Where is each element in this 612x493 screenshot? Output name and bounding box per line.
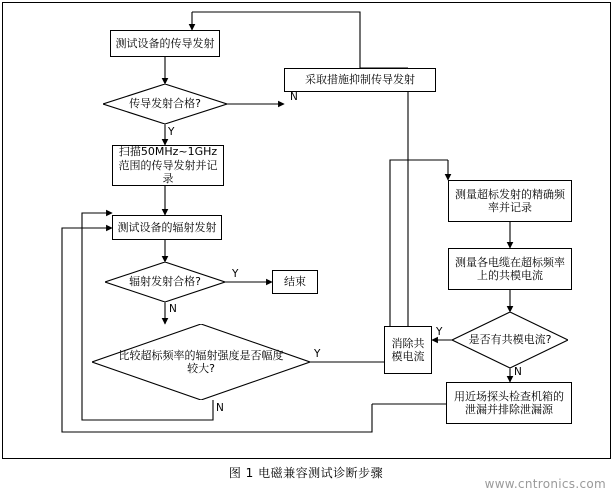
watermark: www.cntronics.com (484, 477, 606, 491)
node-measure-exceed-frequency (448, 180, 572, 222)
edge-label-conducted-yes: Y (168, 126, 175, 138)
edge-label-common-mode-yes: Y (436, 326, 443, 338)
decision-label: 比较超标频率的辐射强度是否幅度较大? (118, 348, 284, 375)
decision-label: 传导发射合格? (129, 97, 201, 111)
node-label: 测试设备的辐射发射 (117, 220, 217, 234)
decision-common-mode-current (452, 312, 568, 368)
node-label: 测量各电缆在超标频率上的共模电流 (455, 255, 565, 282)
edge-label-common-mode-no: N (514, 366, 522, 378)
node-label: 测量超标发射的精确频率并记录 (455, 187, 565, 214)
decision-label: 是否有共模电流? (468, 333, 552, 347)
decision-label: 辐射发射合格? (129, 275, 201, 289)
edge-label-amplitude-yes: Y (314, 348, 321, 360)
decision-amplitude-large (92, 324, 310, 400)
figure-caption: 图 1 电磁兼容测试诊断步骤 (228, 466, 384, 480)
node-suppress-conducted-emission (284, 68, 436, 92)
node-label: 测试设备的传导发射 (115, 36, 215, 50)
edge-label-conducted-no: N (290, 91, 298, 103)
node-label: 采取措施抑制传导发射 (305, 73, 415, 87)
edge-label-amplitude-no: N (216, 402, 224, 414)
node-radiated-emission-test (112, 215, 222, 240)
node-measure-common-mode-current (448, 248, 572, 290)
node-near-field-probe-check (446, 382, 572, 424)
node-end (272, 270, 318, 294)
node-label: 结束 (284, 275, 306, 289)
decision-conducted-emission-pass (103, 84, 227, 124)
decision-radiated-emission-pass (105, 262, 225, 302)
edge-label-radiated-yes: Y (232, 268, 239, 280)
node-label: 用近场探头检查机箱的泄漏并排除泄漏源 (454, 389, 564, 416)
node-label: 扫描50MHz~1GHz范围的传导发射并记录 (118, 145, 218, 186)
node-label: 消除共模电流 (391, 336, 425, 363)
node-conducted-emission-test (110, 30, 220, 57)
edge-label-radiated-no: N (169, 303, 177, 315)
node-eliminate-common-mode-current (384, 326, 432, 374)
node-scan-range-record (112, 145, 224, 186)
